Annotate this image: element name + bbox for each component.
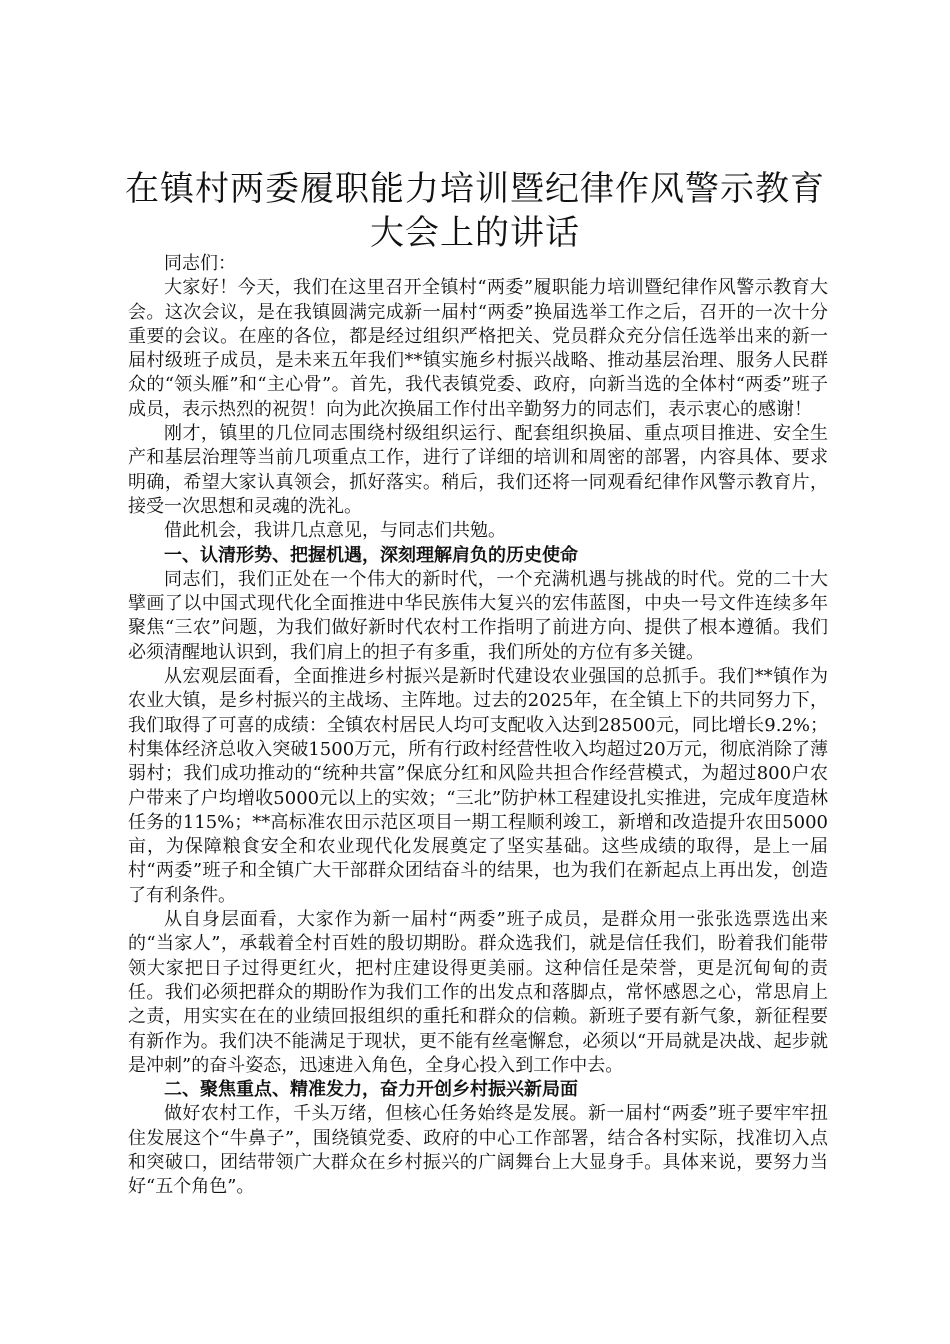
paragraph: 刚才，镇里的几位同志围绕村级组织运行、配套组织换届、重点项目推进、安全生产和基层治理等当前几项重点工作，进行了详细的培训和周密的部署，内容具体、要求明确，希望大家认真领会，抓好落实。稍后，我们还将一同观看纪律作风警示教育片，接受一次思想和灵魂的洗礼。 — [128, 423, 828, 517]
paragraph: 从宏观层面看，全面推进乡村振兴是新时代建设农业强国的总抓手。我们**镇作为农业大镇，是乡村振兴的主战场、主阵地。过去的2025年，在全镇上下的共同努力下，我们取得了可喜的成绩：全镇农村居民人均可支配收入达到28500元，同比增长9.2%；村集体经济总收入突破1500万元，所有行政村经营性收入均超过20万元，彻底消除了薄弱村；我们成功推动的“统种共富”保底分红和风险共担合作经营模式，为超过800户农户带来了户均增收5000元以上的实效；“三北”防护林工程建设扎实推进，完成年度造林任务的115%；**高标准农田示范区项目一期工程顺利竣工，新增和改造提升农田5000亩，为保障粮食安全和农业现代化发展奠定了坚实基础。这些成绩的取得，是上一届村“两委”班子和全镇广大干部群众团结奋斗的结果，也为我们在新起点上再出发，创造了有利条件。 — [128, 666, 828, 906]
paragraph: 大家好！今天，我们在这里召开全镇村“两委”履职能力培训暨纪律作风警示教育大会。这次会议，是在我镇圆满完成新一届村“两委”换届选举工作之后，召开的一次十分重要的会议。在座的各位，都是经过组织严格把关、党员群众充分信任选举出来的新一届村级班子成员，是未来五年我们**镇实施乡村振兴战略、推动基层治理、服务人民群众的“领头雁”和“主心骨”。首先，我代表镇党委、政府，向新当选的全体村“两委”班子成员，表示热烈的祝贺！向为此次换届工作付出辛勤努力的同志们，表示衷心的感谢！ — [128, 277, 828, 420]
salutation: 同志们： — [164, 253, 236, 274]
section-heading-2: 二、聚焦重点、精准发力，奋力开创乡村振兴新局面 — [164, 1079, 578, 1101]
title-line-2: 大会上的讲话 — [370, 213, 580, 253]
section-heading-1: 一、认清形势、把握机遇，深刻理解肩负的历史使命 — [164, 544, 578, 566]
paragraph: 做好农村工作，千头万绪，但核心任务始终是发展。新一届村“两委”班子要牢牢扭住发展这个“牛鼻子”，围绕镇党委、政府的中心工作部署，结合各村实际，找准切入点和突破口，团结带领广大群众在乡村振兴的广阔舞台上大显身手。具体来说，要努力当好“五个角色”。 — [128, 1103, 828, 1198]
document-body — [128, 252, 828, 1200]
paragraph: 借此机会，我讲几点意见，与同志们共勉。 — [164, 520, 506, 542]
paragraph: 从自身层面看，大家作为新一届村“两委”班子成员，是群众用一张张选票选出来的“当家人”，承载着全村百姓的殷切期盼。群众选我们，就是信任我们，盼着我们能带领大家把日子过得更红火，把村庄建设得更美丽。这种信任是荣誉，更是沉甸甸的责任。我们必须把群众的期盼作为我们工作的出发点和落脚点，常怀感恩之心，常思肩上之责，用实实在在的业绩回报组织的重托和群众的信赖。新班子要有新气象，新征程要有新作为。我们决不能满足于现状，更不能有丝毫懈怠，必须以“开局就是决战、起步就是冲刺”的奋斗姿态，迅速进入角色，全身心投入到工作中去。 — [128, 909, 828, 1076]
document-title — [100, 167, 850, 255]
paragraph: 同志们，我们正处在一个伟大的新时代，一个充满机遇与挑战的时代。党的二十大擘画了以中国式现代化全面推进中华民族伟大复兴的宏伟蓝图，中央一号文件连续多年聚焦“三农”问题，为我们做好新时代农村工作指明了前进方向、提供了根本遵循。我们必须清醒地认识到，我们肩上的担子有多重，我们所处的方位有多关键。 — [128, 568, 828, 663]
title-line-1: 在镇村两委履职能力培训暨纪律作风警示教育 — [125, 169, 825, 209]
